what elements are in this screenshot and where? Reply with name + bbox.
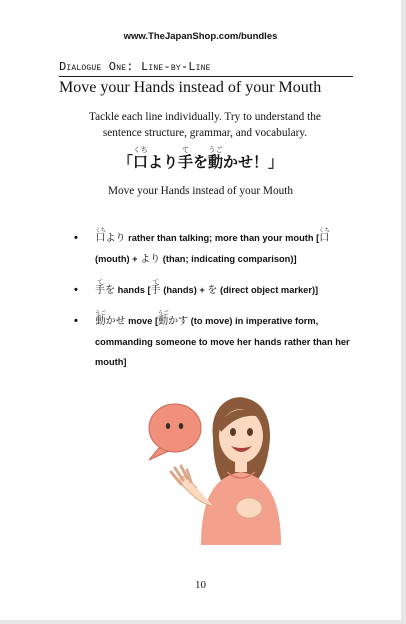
list-item [74, 228, 354, 270]
definition-text: (direct object marker)] [217, 285, 319, 295]
phrase-ruby-hand: て [177, 146, 193, 154]
ref-kanji: 口くち [318, 228, 330, 244]
open-bracket: 「 [117, 153, 133, 171]
ref-kana: かす [168, 316, 189, 327]
page-edge-right [401, 0, 406, 624]
bullet-dot: • [74, 284, 78, 296]
phrase-kanji-hand: 手て [177, 146, 193, 171]
phrase-ruby-mouth: くち [132, 146, 148, 154]
speech-bubble [149, 404, 201, 460]
section-label: Dialogue One: Line-by-Line [59, 60, 211, 74]
intro-text: Tackle each line individually. Try to understand the sentence structure, grammar, and vocabulary. [89, 111, 321, 139]
term-kanji: 口くち [95, 228, 107, 244]
definition-text: (mouth) + [95, 254, 141, 264]
bullet-dot: • [74, 315, 78, 327]
particle-kana: を [207, 285, 218, 296]
page-edge-bottom [0, 620, 406, 624]
section-title: Move your Hands instead of your Mouth [59, 79, 322, 96]
vocabulary-list [74, 228, 354, 382]
term-kana: より [105, 233, 126, 244]
term-kana: かせ [105, 316, 126, 327]
list-item [74, 280, 354, 301]
phrase-yori: より [147, 153, 178, 171]
ref-kanji: 手て [150, 280, 161, 296]
ref-kanji: 動うご [157, 311, 169, 327]
phrase-kase: かせ！ [223, 153, 269, 171]
definition-text: hands [ [115, 285, 151, 295]
page-number: 10 [195, 579, 206, 591]
definition-text: move [ [125, 316, 159, 326]
list-item [74, 311, 354, 372]
key-phrase-container [0, 146, 401, 172]
particle-kana: より [140, 254, 161, 265]
close-bracket: 」 [268, 153, 284, 171]
phrase-wo: を [193, 153, 209, 171]
definition-text: rather than talking; more than your mouth [ [125, 233, 320, 243]
term-kanji: 動うご [95, 311, 107, 327]
bullet-dot: • [74, 232, 78, 244]
woman-talking-illustration [141, 388, 286, 545]
key-phrase [118, 146, 283, 172]
definition-text: (than; indicating comparison)] [160, 254, 297, 264]
key-phrase-translation: Move your Hands instead of your Mouth [107, 185, 294, 197]
term-kanji: 手て [95, 280, 105, 296]
section-divider [59, 76, 353, 77]
definition-text: (hands) + [160, 285, 208, 295]
definition-text: (to move) in imperative form, commanding someone to move her hands rather than her mouth] [95, 316, 350, 367]
phrase-kanji-move: 動うご [208, 146, 224, 171]
phrase-kanji-mouth: 口くち [132, 146, 148, 171]
term-kana: を [105, 285, 115, 296]
phrase-ruby-move: うご [208, 146, 224, 154]
header-url[interactable]: www.TheJapanShop.com/bundles [123, 31, 278, 42]
